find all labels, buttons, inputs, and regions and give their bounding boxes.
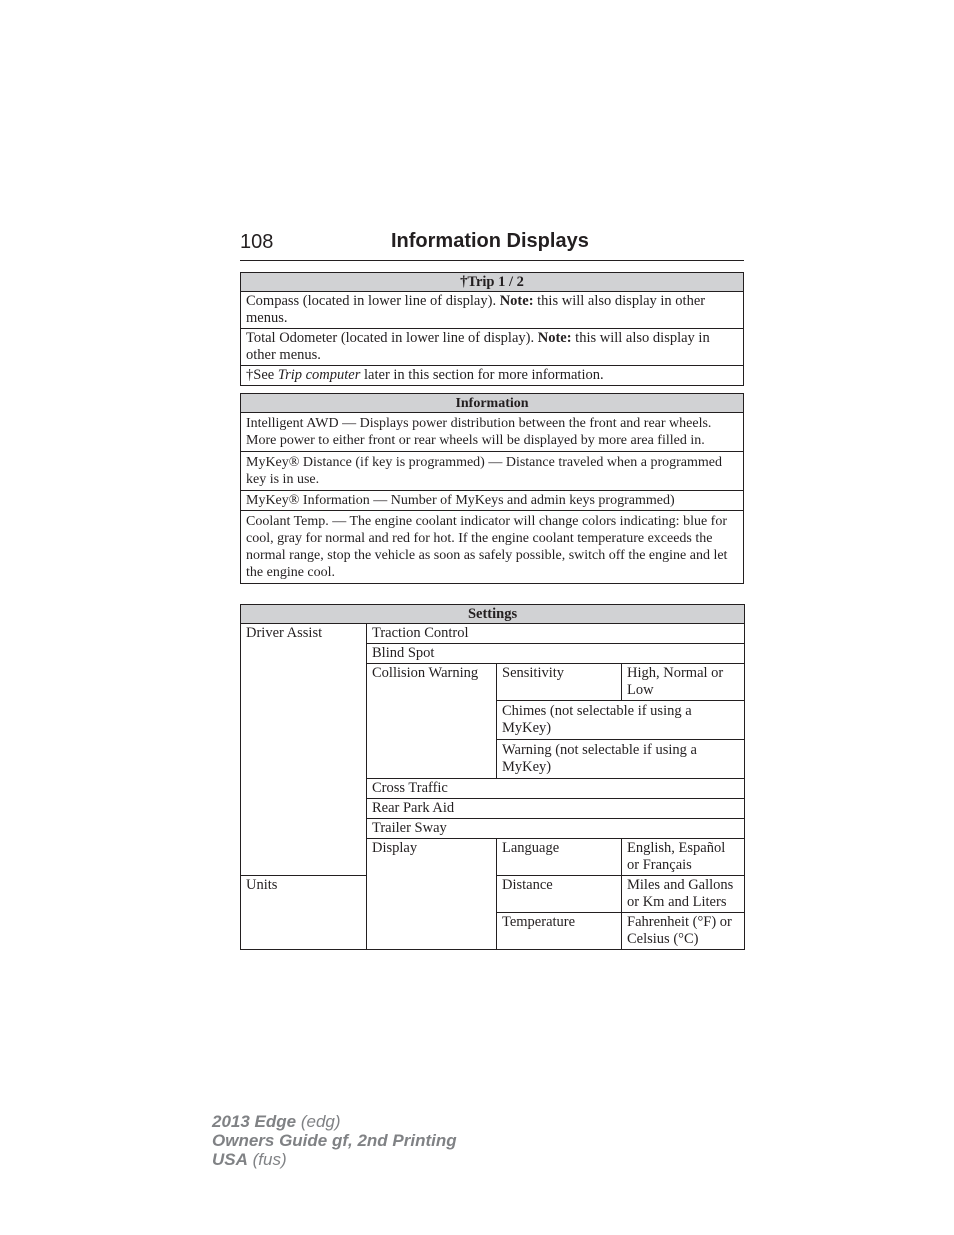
info-row-mykey-information: MyKey® Information — Number of MyKeys and admin keys programmed) <box>241 491 744 511</box>
settings-sensitivity-options: High, Normal or Low <box>622 664 745 701</box>
note-label: Note: <box>499 293 534 309</box>
information-table <box>240 393 744 584</box>
footer-market-line: USA (fus) <box>212 1150 287 1169</box>
settings-trailer-sway: Trailer Sway <box>367 819 745 839</box>
footer-guide-line: Owners Guide gf, 2nd Printing <box>212 1131 457 1150</box>
settings-language: Language <box>497 839 622 876</box>
settings-traction-control: Traction Control <box>367 624 745 644</box>
footer-model-line: 2013 Edge (edg) <box>212 1112 341 1131</box>
trip-row-compass: Compass (located in lower line of display). Note: this will also display in other menus. <box>241 292 744 329</box>
info-row-coolant-temp: Coolant Temp. — The engine coolant indicator will change colors indicating: blue for cool, gray for normal and red for hot. If the engine coolant temperature exceeds the normal range, stop the vehicle as soon as safely possible, switch off the engine and let the engine cool. <box>241 511 744 584</box>
settings-temperature-options: Fahrenheit (°F) or Celsius (°C) <box>622 913 745 950</box>
page-footer <box>212 1112 457 1169</box>
settings-blind-spot: Blind Spot <box>367 644 745 664</box>
information-heading: Information <box>241 394 744 413</box>
page-header <box>240 228 744 261</box>
settings-distance-options: Miles and Gallons or Km and Liters <box>622 876 745 913</box>
trip-computer-reference: Trip computer <box>277 367 361 383</box>
settings-driver-assist: Driver Assist <box>241 624 367 876</box>
settings-warning: Warning (not selectable if using a MyKey) <box>497 740 745 779</box>
settings-distance: Distance <box>497 876 622 913</box>
trip-table <box>240 272 744 386</box>
trip-heading: †Trip 1 / 2 <box>241 273 744 292</box>
page-title: Information Displays <box>391 230 589 252</box>
settings-units: Units <box>241 876 367 950</box>
settings-chimes: Chimes (not selectable if using a MyKey) <box>497 701 745 740</box>
settings-rear-park-aid: Rear Park Aid <box>367 799 745 819</box>
settings-language-options: English, Español or Français <box>622 839 745 876</box>
settings-display: Display <box>367 839 497 950</box>
settings-table <box>240 604 745 950</box>
trip-footnote: †See Trip computer later in this section for more information. <box>241 366 744 386</box>
info-row-mykey-distance: MyKey® Distance (if key is programmed) — Distance traveled when a programmed key is in use. <box>241 452 744 491</box>
settings-cross-traffic: Cross Traffic <box>367 779 745 799</box>
trip-row-odometer: Total Odometer (located in lower line of display). Note: this will also display in other menus. <box>241 329 744 366</box>
settings-sensitivity: Sensitivity <box>497 664 622 701</box>
info-row-intelligent-awd: Intelligent AWD — Displays power distribution between the front and rear wheels. More power to either front or rear wheels will be displayed by more area filled in. <box>241 413 744 452</box>
note-label: Note: <box>537 330 572 346</box>
settings-temperature: Temperature <box>497 913 622 950</box>
page-number: 108 <box>240 231 274 253</box>
settings-heading: Settings <box>241 605 745 624</box>
settings-collision-warning: Collision Warning <box>367 664 497 779</box>
